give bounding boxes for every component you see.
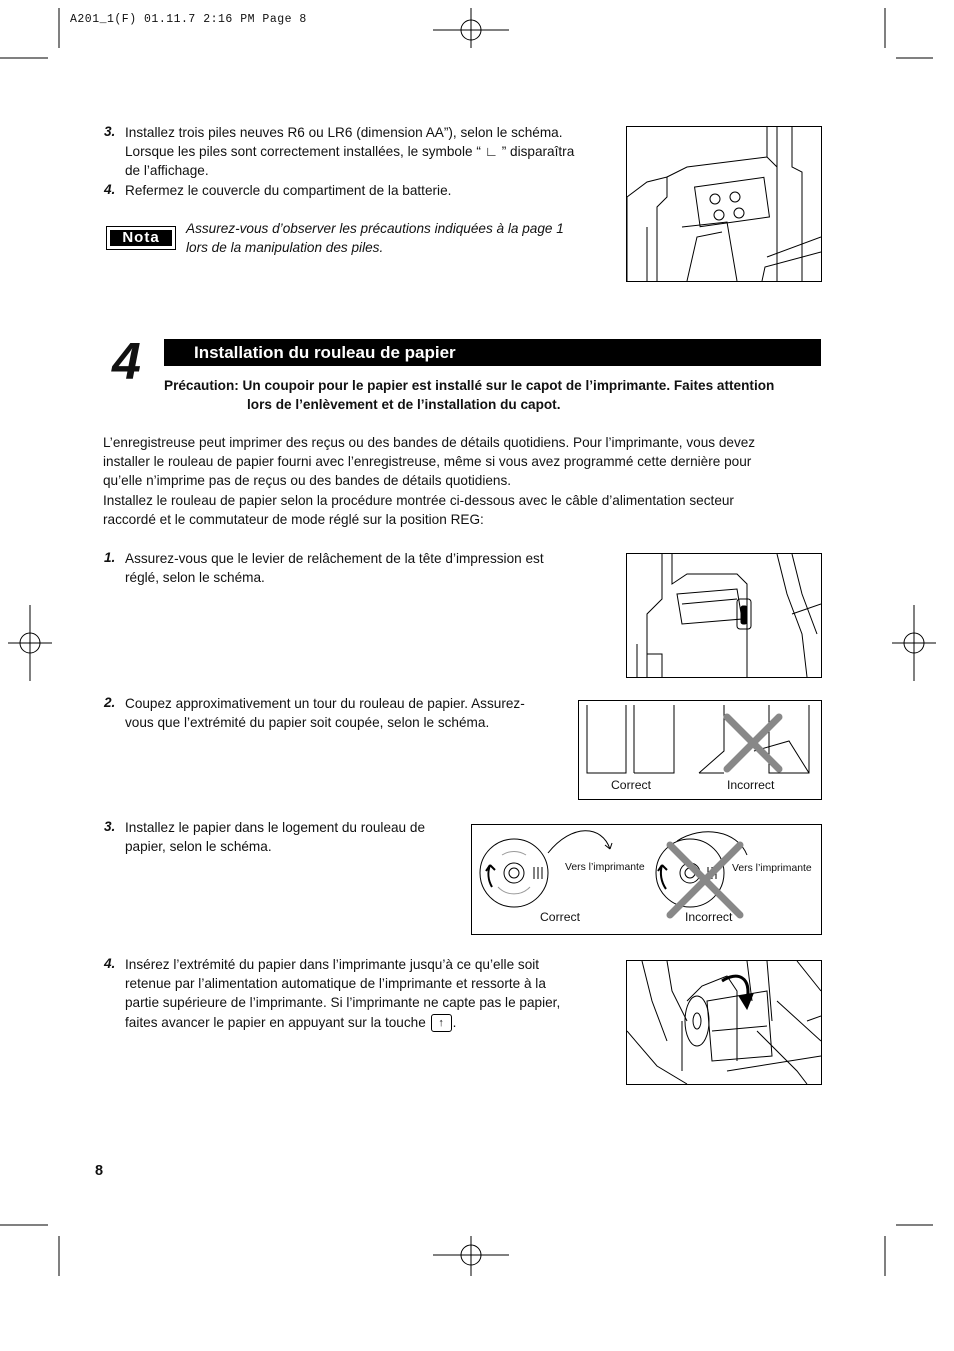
- paper-cut-figure: [578, 700, 822, 800]
- step-line: Installez trois piles neuves R6 ou LR6 (dimension AA”), selon le schéma.: [125, 125, 563, 140]
- step-line: partie supérieure de l’imprimante. Si l’imprimante ne capte pas le papier,: [125, 995, 561, 1011]
- intro-line: raccordé et le commutateur de mode réglé sur la position REG:: [103, 511, 484, 527]
- step-text: [125, 818, 425, 856]
- print-header: A201_1(F) 01.11.7 2:16 PM Page 8: [70, 13, 307, 26]
- nota-text: [186, 219, 564, 257]
- step-text: [125, 123, 574, 181]
- step-text: [125, 955, 560, 1032]
- nota-line: Assurez-vous d’observer les précautions indiquées à la page 1: [186, 221, 564, 236]
- step-line: de l’affichage.: [125, 163, 209, 179]
- step-text: [125, 694, 525, 732]
- print-head-lever-illustration: [626, 553, 822, 678]
- step-line: papier, selon le schéma.: [125, 839, 272, 855]
- step-line-end: .: [452, 1014, 457, 1030]
- precaution-line: Précaution: Un coupoir pour le papier est installé sur le capot de l’imprimante. Faites attention: [164, 378, 775, 393]
- intro-line: qu’elle n’imprime pas de reçus ou des bandes de détails quotidiens.: [103, 473, 512, 489]
- caption-correct: Correct: [611, 778, 651, 792]
- step-line: retenue par l’alimentation automatique de l’imprimante et ressorte à la: [125, 976, 546, 992]
- caption-correct: Correct: [540, 910, 580, 924]
- intro-line: Installez le rouleau de papier selon la procédure montrée ci-dessous avec le câble d’alimentation secteur: [103, 492, 734, 508]
- nota-line: lors de la manipulation des piles.: [186, 240, 384, 256]
- step-text: [125, 181, 451, 200]
- caption-incorrect: Incorrect: [685, 910, 733, 924]
- step-line: réglé, selon le schéma.: [125, 570, 265, 586]
- label-to-printer: Vers l’imprimante: [732, 863, 812, 874]
- step-text: [125, 549, 544, 587]
- paper-roll-orientation-figure: [471, 824, 822, 935]
- intro-paragraph: [103, 433, 755, 529]
- page-number: 8: [95, 1163, 104, 1179]
- step-line: vous que l’extrémité du papier soit coupée, selon le schéma.: [125, 715, 490, 731]
- paper-insertion-illustration: [626, 960, 822, 1085]
- step-number: 2.: [104, 695, 116, 710]
- step-line: Installez le papier dans le logement du rouleau de: [125, 820, 426, 835]
- step-line: [125, 1013, 560, 1032]
- step-number: 3.: [104, 124, 116, 139]
- step-line: Coupez approximativement un tour du rouleau de papier. Assurez-: [125, 696, 525, 711]
- step-line: Assurez-vous que le levier de relâchement de la tête d’impression est: [125, 551, 544, 566]
- section-number: 4: [112, 333, 141, 391]
- battery-compartment-illustration: [626, 126, 822, 282]
- step-number: 3.: [104, 819, 116, 834]
- step-number: 1.: [104, 550, 116, 565]
- intro-line: L’enregistreuse peut imprimer des reçus ou des bandes de détails quotidiens. Pour l’imprimante, vous devez: [103, 435, 756, 450]
- step-number: 4.: [104, 956, 116, 971]
- step-line: Lorsque les piles sont correctement installées, le symbole “ ∟ ” disparaîtra: [125, 144, 575, 160]
- step-line: Insérez l’extrémité du papier dans l’imprimante jusqu’à ce qu’elle soit: [125, 957, 540, 972]
- nota-badge: [106, 226, 176, 250]
- caption-incorrect: Incorrect: [727, 778, 775, 792]
- step-line-text: faites avancer le papier en appuyant sur la touche: [125, 1014, 426, 1030]
- step-number: 4.: [104, 182, 116, 197]
- intro-line: installer le rouleau de papier fourni avec l’enregistreuse, même si vous avez programmé cette dernière pour: [103, 454, 752, 470]
- section-title: Installation du rouleau de papier: [194, 343, 456, 362]
- paper-feed-key-icon: ↑: [431, 1014, 452, 1032]
- label-to-printer: Vers l’imprimante: [565, 862, 645, 873]
- precaution-line: lors de l’enlèvement et de l’installation du capot.: [247, 397, 561, 412]
- nota-label: Nota: [110, 230, 172, 246]
- step-line: Refermez le couvercle du compartiment de la batterie.: [125, 183, 452, 198]
